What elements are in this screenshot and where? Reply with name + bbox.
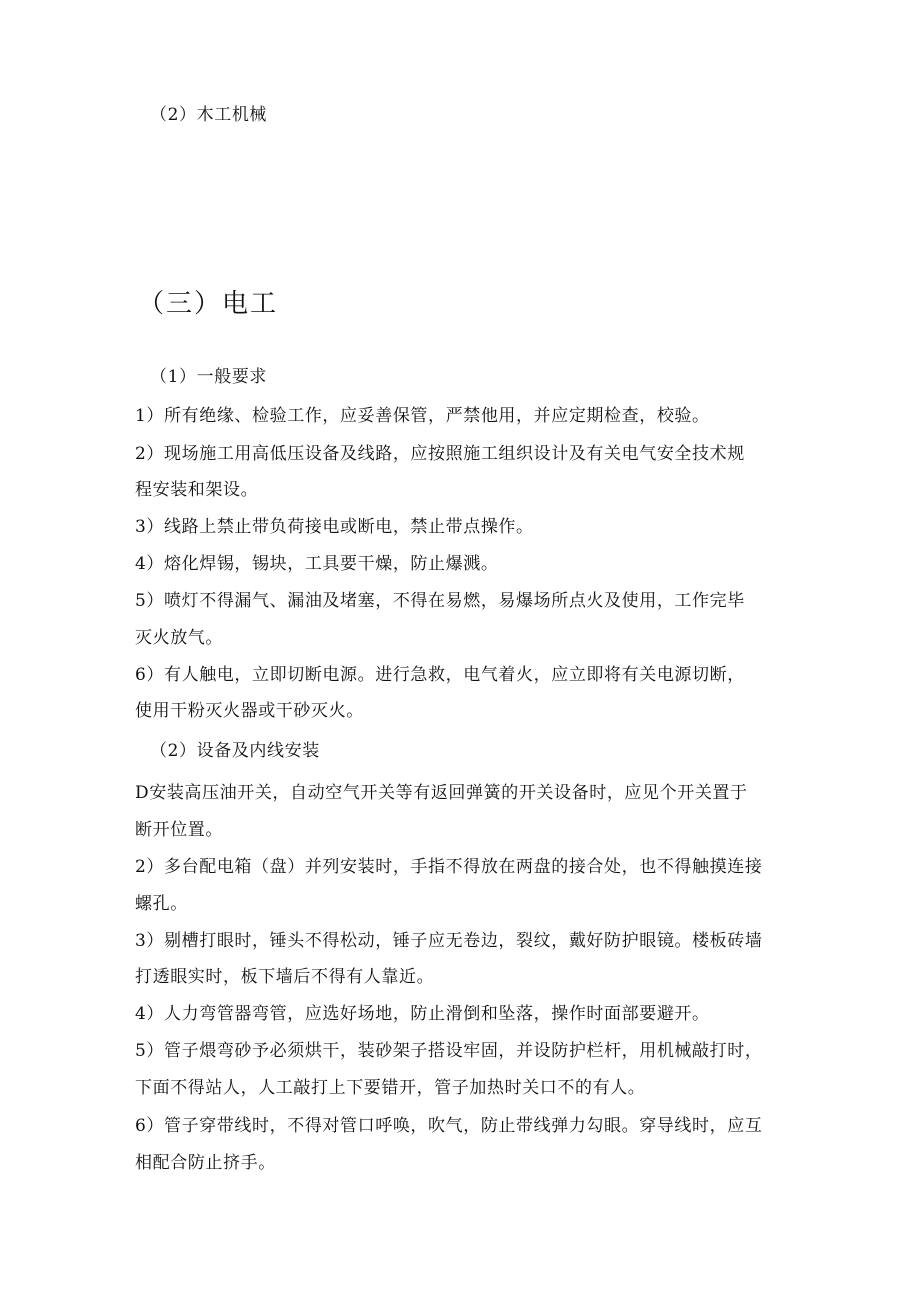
paragraph-line: 6）有人触电，立即切断电源。进行急救，电气着火，应立即将有关电源切断， xyxy=(135,665,745,685)
subheading-general-requirements: （1）一般要求 xyxy=(150,367,268,387)
subheading-equipment-installation: （2）设备及内线安装 xyxy=(150,741,320,761)
paragraph-line: 相配合防止挤手。 xyxy=(135,1153,276,1173)
paragraph-line: 6）管子穿带线时，不得对管口呼唤，吹气，防止带线弹力勾眼。穿导线时，应互 xyxy=(135,1116,763,1136)
paragraph-line: 断开位置。 xyxy=(135,820,223,840)
paragraph-line: 2）现场施工用高低压设备及线路，应按照施工组织设计及有关电气安全技术规 xyxy=(135,444,745,464)
paragraph-line: 3）线路上禁止带负荷接电或断电，禁止带点操作。 xyxy=(135,517,534,537)
paragraph-line: 灭火放气。 xyxy=(135,628,223,648)
paragraph-line: 下面不得站人，人工敲打上下要错开，管子加热时关口不的有人。 xyxy=(135,1078,646,1098)
section-heading-electrician: （三）电工 xyxy=(138,289,279,319)
paragraph-line: 程安装和架设。 xyxy=(135,480,259,500)
paragraph-line: 螺孔。 xyxy=(135,894,188,914)
paragraph-line: 2）多台配电箱（盘）并列安装时，手指不得放在两盘的接合处，也不得触摸连接 xyxy=(135,857,763,877)
paragraph-line: D安装高压油开关，自动空气开关等有返回弹簧的开关设备时，应见个开关置于 xyxy=(135,783,748,803)
paragraph-line: 4）熔化焊锡，锡块，工具要干燥，防止爆溅。 xyxy=(135,554,499,574)
paragraph-line: 5）管子煨弯砂予必须烘干，装砂架子搭设牢固，并设防护栏杆，用机械敲打时， xyxy=(135,1041,763,1061)
paragraph-line: 1）所有绝缘、检验工作，应妥善保管，严禁他用，并应定期检查，校验。 xyxy=(135,406,710,426)
paragraph-line: 4）人力弯管器弯管，应选好场地，防止滑倒和坠落，操作时面部要避开。 xyxy=(135,1004,710,1024)
paragraph-line: 使用干粉灭火器或干砂灭火。 xyxy=(135,701,364,721)
subheading-woodworking-machinery: （2）木工机械 xyxy=(150,105,268,125)
paragraph-line: 5）喷灯不得漏气、漏油及堵塞，不得在易燃，易爆场所点火及使用，工作完毕 xyxy=(135,591,745,611)
paragraph-line: 3）剔槽打眼时，锤头不得松动，锤子应无卷边，裂纹，戴好防护眼镜。楼板砖墙 xyxy=(135,931,763,951)
paragraph-line: 打透眼实时，板下墙后不得有人靠近。 xyxy=(135,967,435,987)
